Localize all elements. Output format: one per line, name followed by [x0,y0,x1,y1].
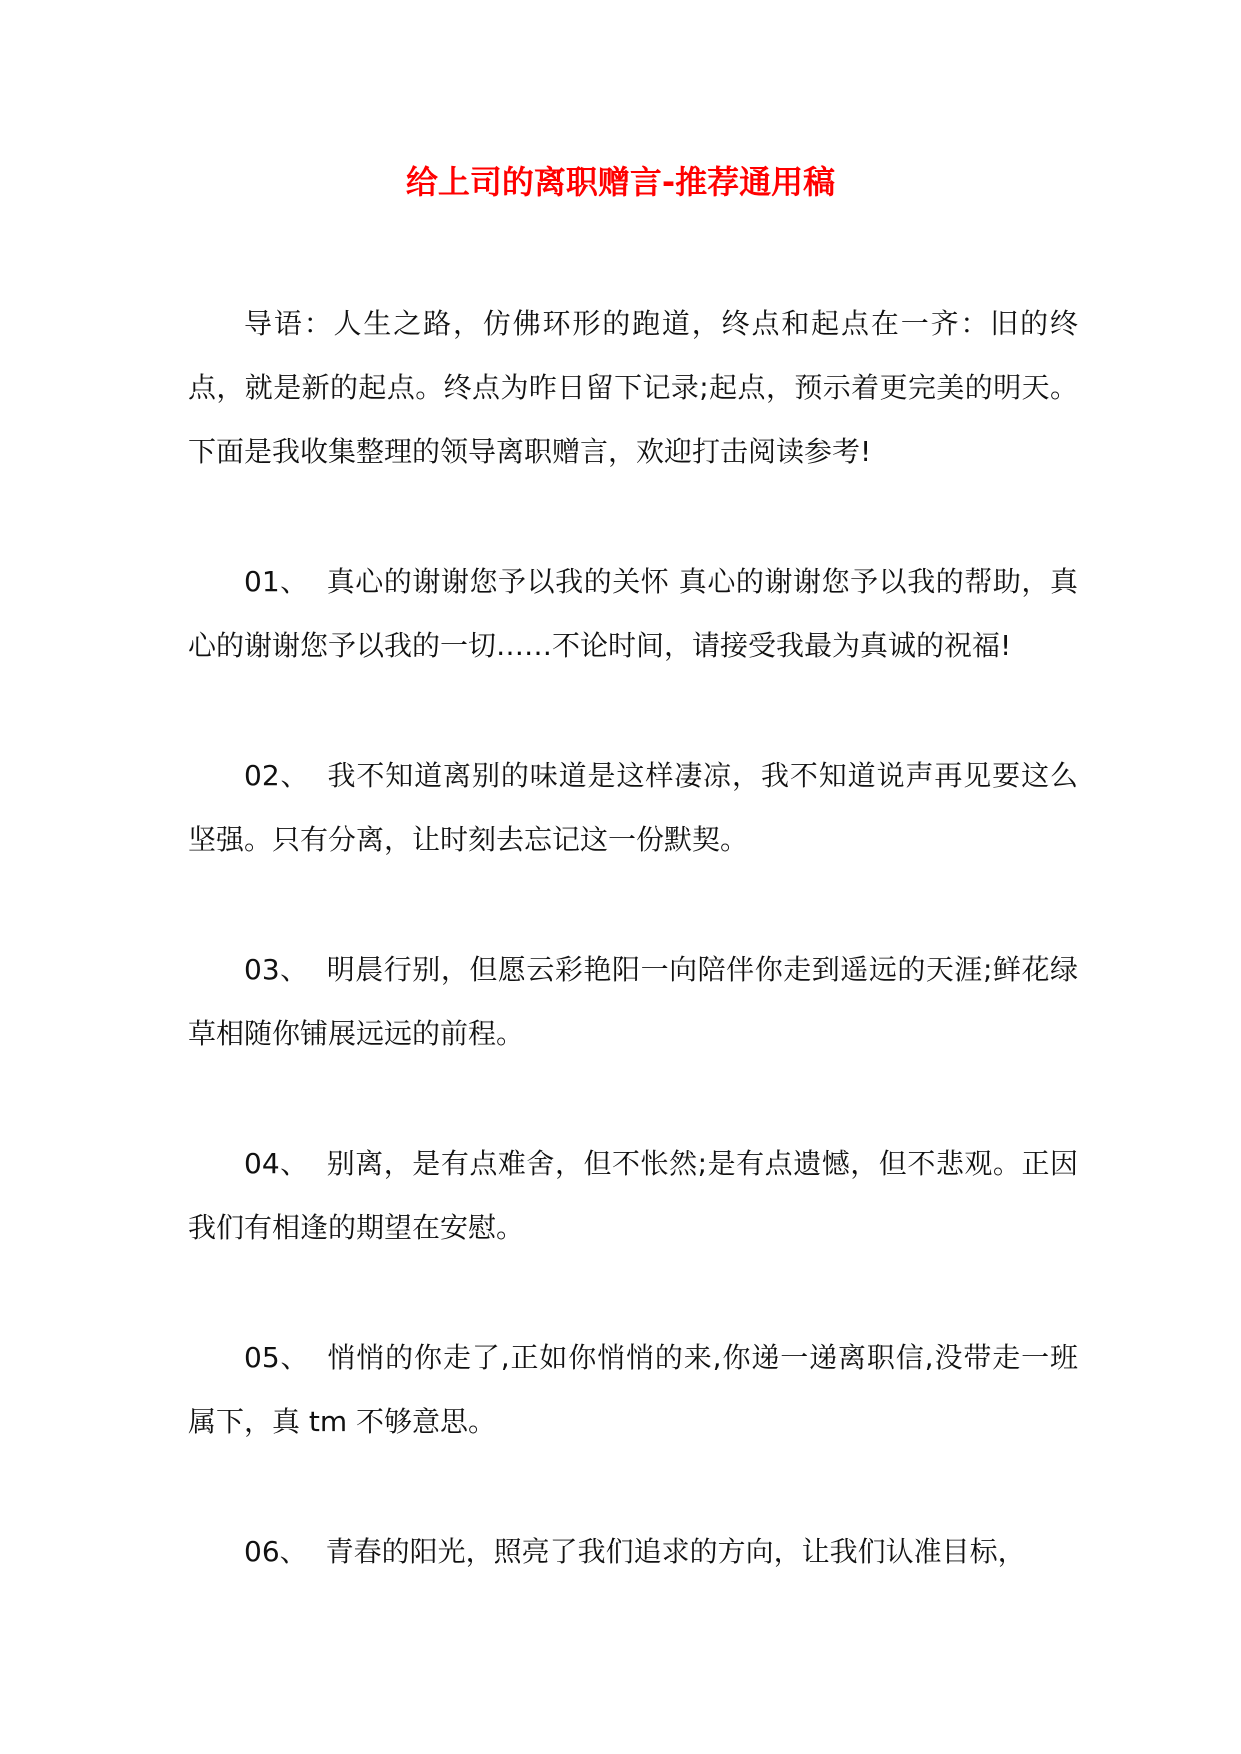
item-text: 我不知道离别的味道是这样凄凉，我不知道说声再见要这么坚强。只有分离，让时刻去忘记这一份默契。 [188,759,1078,856]
list-item [188,744,1078,872]
item-text: 悄悄的你走了,正如你悄悄的来,你递一递离职信,没带走一班属下，真 tm 不够意思。 [188,1341,1078,1438]
item-text: 别离，是有点难舍，但不怅然;是有点遗憾，但不悲观。正因我们有相逢的期望在安慰。 [188,1147,1078,1244]
list-item [188,938,1078,1066]
item-text: 青春的阳光，照亮了我们追求的方向，让我们认准目标， [325,1535,1026,1568]
document-body [188,292,1078,1650]
item-number: 05、 [244,1341,310,1374]
list-item [188,1132,1078,1260]
list-item [188,1520,1078,1584]
item-number: 01、 [244,565,309,598]
item-number: 03、 [244,953,309,986]
item-number: 06、 [244,1535,308,1568]
item-text: 真心的谢谢您予以我的关怀 真心的谢谢您予以我的帮助，真心的谢谢您予以我的一切……不论时间，请接受我最为真诚的祝福! [188,565,1078,662]
item-text: 明晨行别，但愿云彩艳阳一向陪伴你走到遥远的天涯;鲜花绿草相随你铺展远远的前程。 [188,953,1078,1050]
document-title: 给上司的离职赠言-推荐通用稿 [405,163,836,201]
item-number: 02、 [244,759,310,792]
list-item [188,550,1078,678]
list-item [188,1326,1078,1454]
item-number: 04、 [244,1147,309,1180]
intro-paragraph: 导语：人生之路，仿佛环形的跑道，终点和起点在一齐：旧的终点，就是新的起点。终点为昨日留下记录;起点，预示着更完美的明天。下面是我收集整理的领导离职赠言，欢迎打击阅读参考! [188,307,1078,468]
